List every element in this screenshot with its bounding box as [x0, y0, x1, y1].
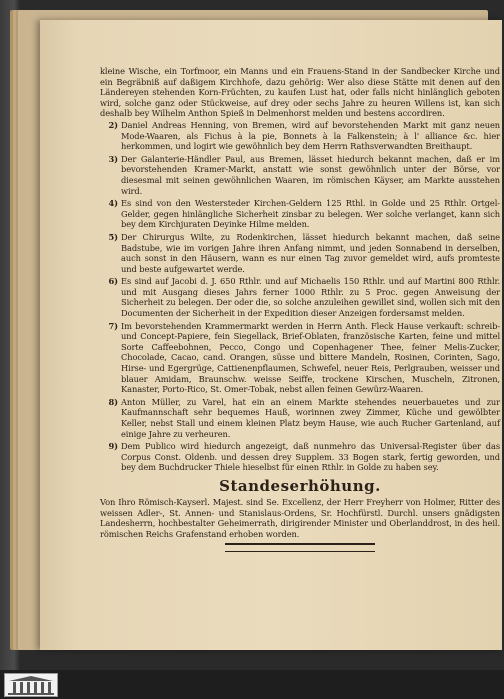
- closing-paragraph: Von Ihro Römisch-Kayserl. Majest. sind Se. Excellenz, der Herr Freyherr von Holmer, Ritter des weissen Adler-, St. Annen- und Stanislaus-Ordens, Sr. Hochfürstl. Durchl. unsers gnädigsten Landesherrn, hochbestalter Geheimerrath, dirigirender Minister und Oberlanddrost, in des heil. römischen Reichs Grafenstand erhoben worden.: [100, 496, 500, 539]
- list-item: [100, 441, 500, 473]
- list-item: [100, 154, 500, 196]
- section-heading: Standeserhöhung.: [219, 476, 381, 495]
- library-logo: [4, 673, 58, 697]
- list-item: [100, 232, 500, 274]
- item-text: Daniel Andreas Henning, von Bremen, wird auf bevorstehenden Markt mit ganz neuen Mode-Waaren, als Fichus à la pie, Bonnets à la Falkenstein; à l' alliance &c. hier herkommen, und logirt wie gewöhnlich bey dem Herrn Rathsverwandten Breithaupt.: [121, 119, 500, 152]
- item-number: 3): [108, 153, 118, 164]
- item-number: 7): [108, 320, 118, 331]
- list-item: [100, 397, 500, 439]
- list-item: [100, 120, 500, 152]
- item-text: Anton Müller, zu Varel, hat ein an einem Markte stehendes neuerbauetes und zur Kaufmannschaft sehr bequemes Hauß, worinnen zwey Zimmer, Küche und gewölbter Keller, nebst Stall und einem kleinen Platz beym Hause, wie auch Rucher Gartenland, auf einige Jahre zu verheuren.: [121, 396, 500, 439]
- item-text: Der Galanterie-Händler Paul, aus Bremen, lässet hiedurch bekannt machen, daß er im bevorstehenden Kramer-Markt, anstatt wie sonst gewöhnlich unter der Börse, vor diesesmal mit seinen gewöhnlichen Waaren, im römischen Käyser, am Markte ausstehen wird.: [121, 153, 500, 196]
- item-number: 4): [108, 198, 118, 209]
- item-number: 6): [108, 276, 118, 287]
- item-number: 2): [108, 119, 118, 130]
- item-text: Der Chirurgus Wilte, zu Rodenkirchen, lässet hiedurch bekannt machen, daß seine Badstube, wie im vorigen Jahre ihren Anfang nimmt, und jeden Sonnabend in derselben, auch sonst in den Häusern, wann es nur einen Tag zuvor gemeldet wird, aufs promteste und beste aufgewartet werde.: [121, 231, 500, 274]
- document-text: [100, 66, 500, 552]
- list-item: [100, 276, 500, 318]
- item-text: Es sind von den Westersteder Kirchen-Geldern 125 Rthl. in Golde und 25 Rthlr. Ortgel-Gelder, gegen hinlängliche Sicherheit zinsbar zu belegen. Wer solche verlanget, kann sich bey dem Kirchjuraten Deyinke Hilme melden.: [121, 198, 500, 230]
- ornament-rule: [225, 543, 375, 552]
- item-text: Im bevorstehenden Krammermarkt werden in Herrn Anth. Fleck Hause verkauft: schreib- und Concept-Papiere, fein Siegellack, Brief-Oblaten, französische Karten, feine und mittel Sorte Caffeebohnen, Pecco, Congo und Copenhagener Thee, feiner Melis-Zucker, Chocolade, Cacao, cand. Orangen, süsse und bittere Mandeln, Rosinen, Corinten, Sago, Hirse- und Egergrüge, Cattienenpflaumen, Schwefel, neuer Reis, Perlgrauben, weisser und blauer Amidam, Braunschw. weisse Seiffe, trockene Kirschen, Muscheln, Zitronen, Kanaster, Porto-Rico, St. Omer-Tobak, nebst allen feinen Gewürz-Waaren.: [121, 320, 500, 395]
- intro-paragraph: kleine Wische, ein Torfmoor, ein Manns und ein Frauens-Stand in der Sandbecker Kirche und ein Begräbniß auf daßigem Kirchhofe, dazu gehörig: Wer also diese Stätte mit denen auf den Ländereyen stehenden Korn-Früchten, zu kaufen Lust hat, oder falls nicht hinlänglich geboten wird, solche ganz oder Stückweise, auf drey oder sechs Jahre zu heuren Willens ist, kan sich deshalb bey Wilhelm Anthon Spieß in Delmenhorst melden und bestens accordiren.: [100, 66, 500, 119]
- item-number: 5): [108, 231, 118, 242]
- list-item: [100, 198, 500, 230]
- list-item: [100, 321, 500, 395]
- viewer-footer: [0, 670, 504, 699]
- logo-roof: [9, 676, 53, 681]
- item-text: Dem Publico wird hiedurch angezeigt, daß nunmehro das Universal-Register über das Corpus Const. Oldenb. und dessen drey Supplem. 33 Bogen stark, fertig geworden, und bey dem Buchdrucker Thiele hieselbst für einen Rthlr. in Golde zu haben sey.: [121, 441, 500, 473]
- numbered-list: [100, 120, 500, 473]
- item-text: Es sind auf Jacobi d. J. 650 Rthlr. und auf Michaelis 150 Rthlr. und auf Martini 800 Rthlr. und mit Ausgang dieses Jahrs ferner 1000 Rthlr. zu 5 Proc. gegen Anweisung der Sicherheit zu belegen. Der oder die, so solche anzuleihen gewillet sind, wollen sich mit den Documenten der Sicherheit in der Expedition dieser Anzeigen fordersamst melden.: [121, 276, 500, 319]
- item-number: 9): [108, 441, 118, 452]
- item-number: 8): [108, 396, 118, 407]
